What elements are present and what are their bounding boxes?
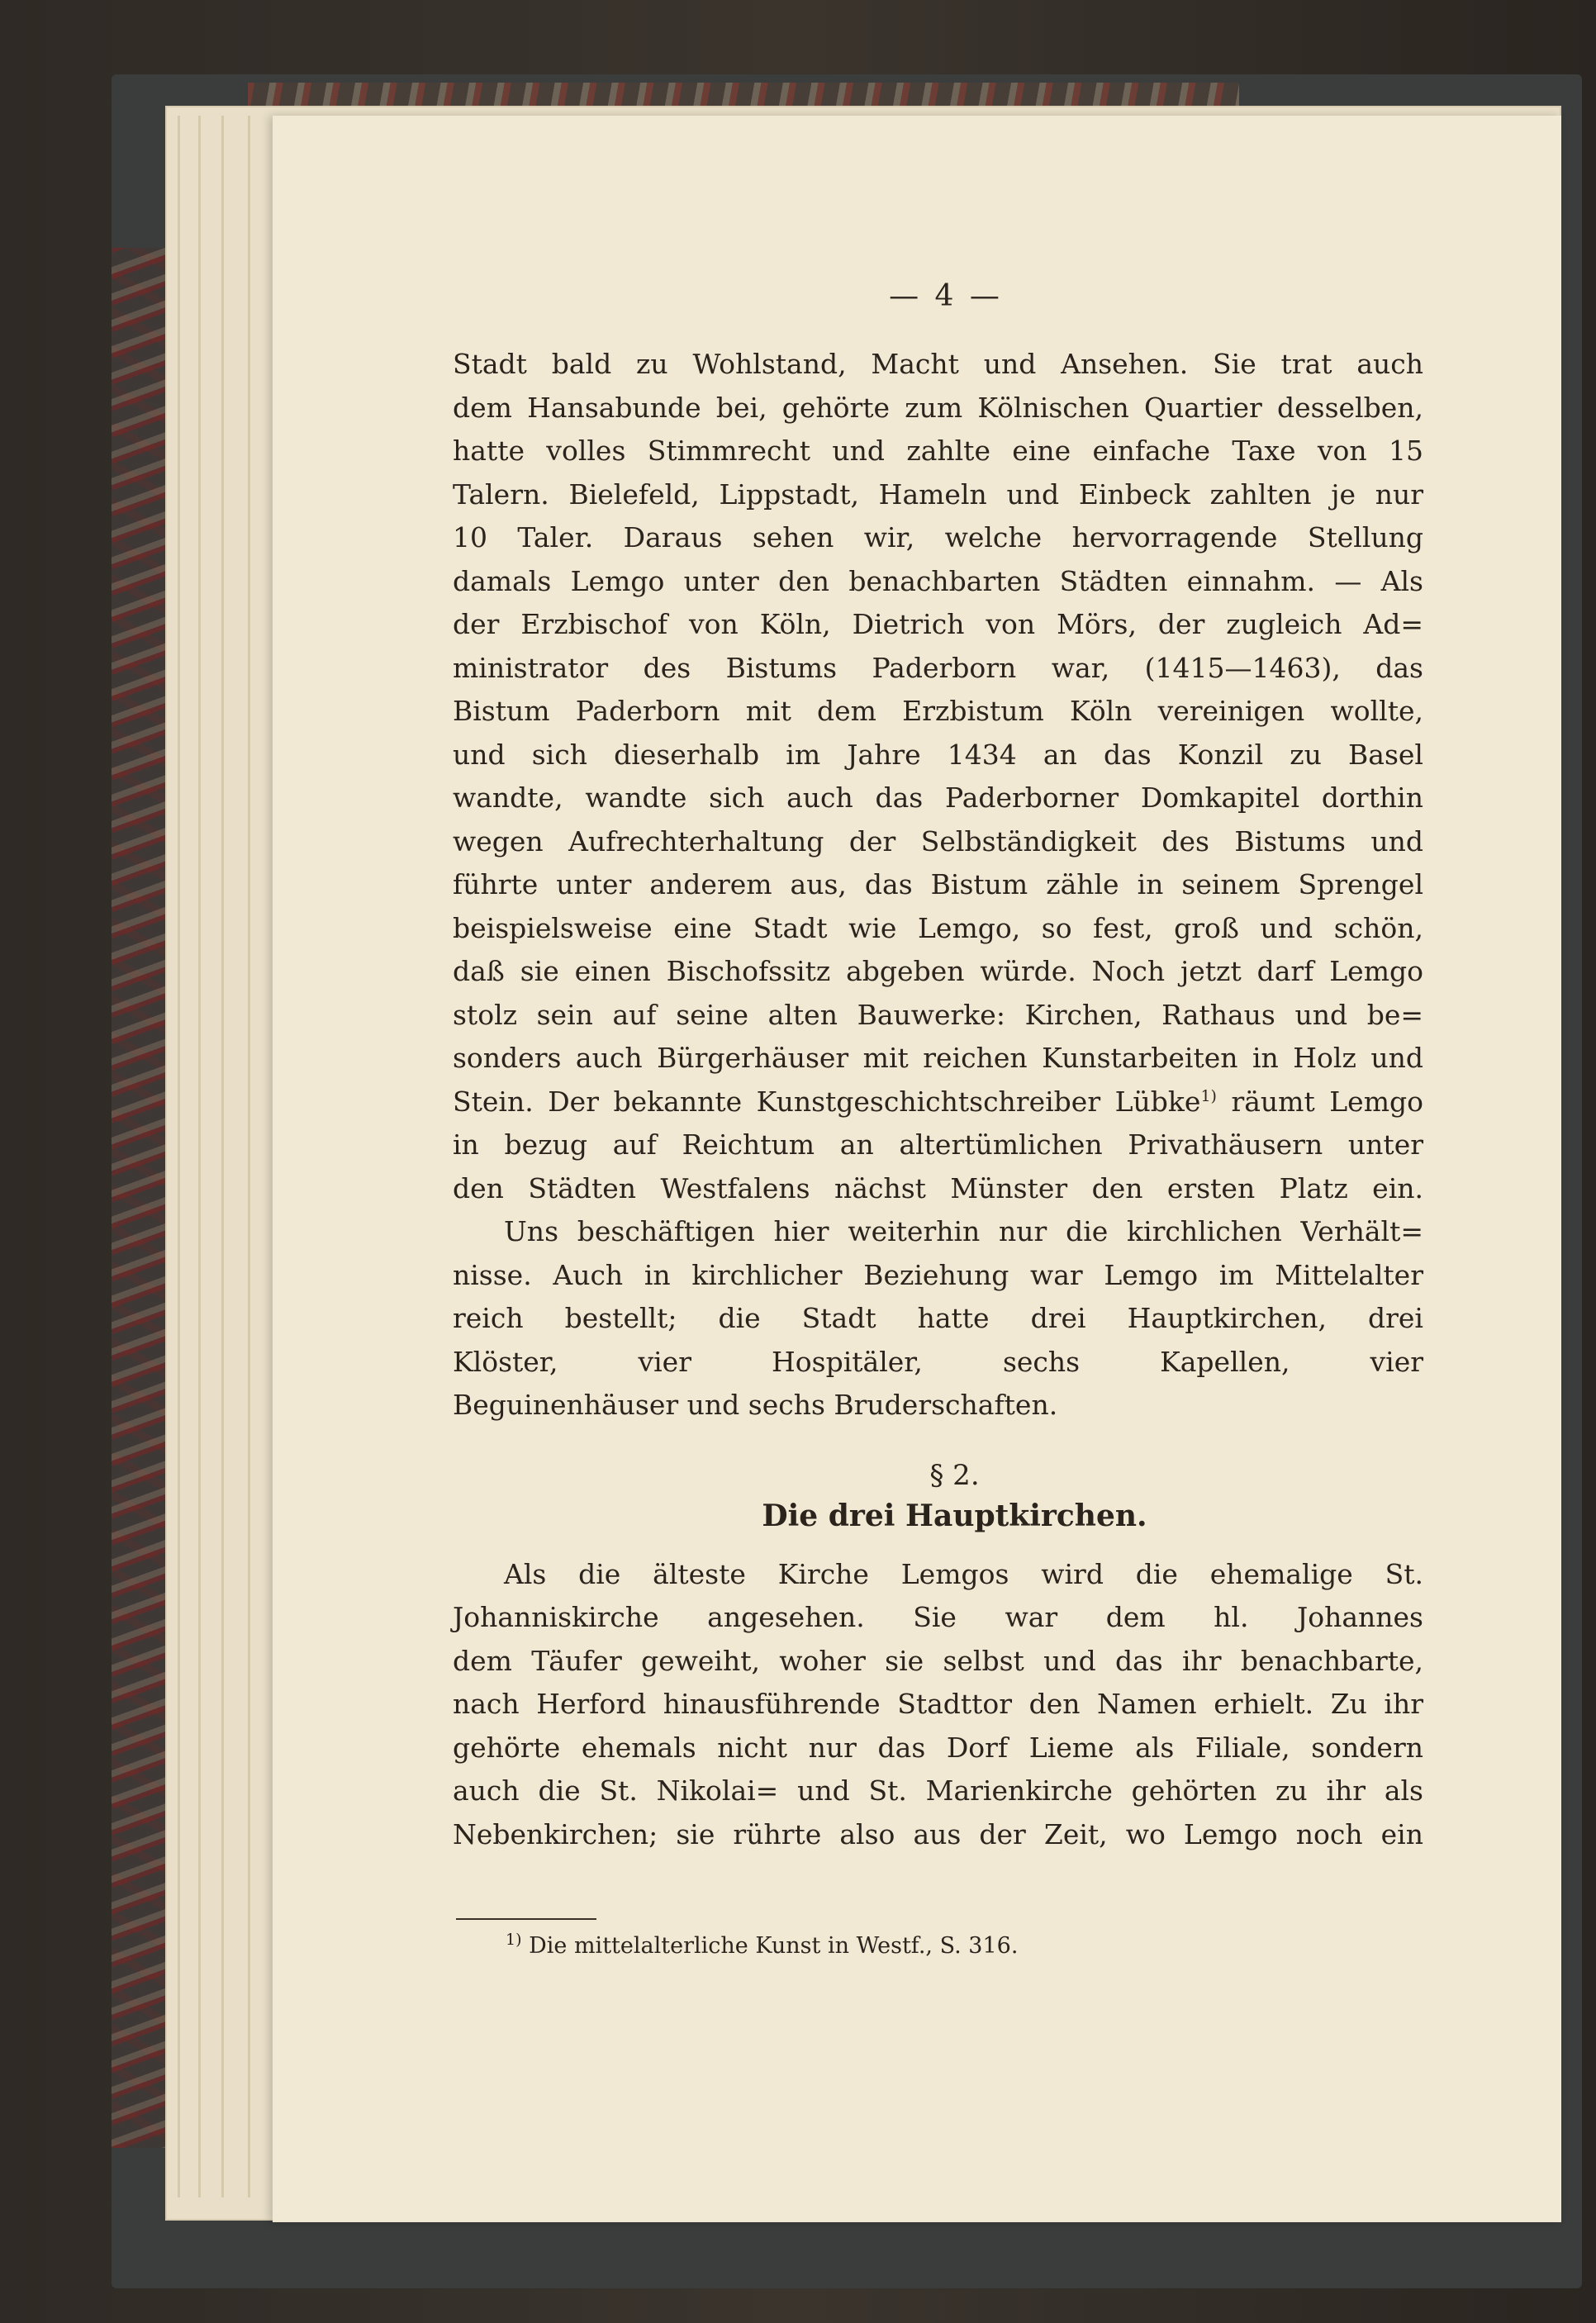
leaf-edge xyxy=(198,116,201,2197)
text-line: nach Herford hinausführende Stadttor den Namen erhielt. Zu ihr xyxy=(453,1688,1423,1720)
text-line: Bistum Paderborn mit dem Erzbistum Köln vereinigen wollte, xyxy=(453,695,1423,727)
body-text xyxy=(453,343,1423,1856)
section-number: § 2. xyxy=(929,1458,980,1492)
text-line: auch die St. Nikolai= und St. Marienkirche gehörten zu ihr als xyxy=(453,1774,1423,1807)
text-line: ministrator des Bistums Paderborn war, (1415—1463), das xyxy=(453,651,1423,684)
footnote-reference: 1) xyxy=(1200,1086,1217,1105)
text-fragment: Stein. Der bekannte Kunstgeschichtschreiber Lübke xyxy=(453,1085,1201,1118)
text-line: hatte volles Stimmrecht und zahlte eine einfache Taxe von 15 xyxy=(453,435,1423,467)
footnote xyxy=(506,1933,1414,1959)
footnote-rule xyxy=(456,1918,596,1920)
page-number: — 4 — xyxy=(889,279,1003,313)
text-line: sonders auch Bürgerhäuser mit reichen Kunstarbeiten in Holz und xyxy=(453,1042,1423,1074)
text-line: Als die älteste Kirche Lemgos wird die ehemalige St. xyxy=(504,1557,1423,1590)
text-line: Johanniskirche angesehen. Sie war dem hl. Johannes xyxy=(453,1601,1423,1633)
text-line: Talern. Bielefeld, Lippstadt, Hameln und Einbeck zahlten je nur xyxy=(453,477,1423,511)
footnote-marker: 1) xyxy=(506,1931,522,1949)
text-line: beispielsweise eine Stadt wie Lemgo, so fest, groß und schön, xyxy=(453,911,1423,944)
text-fragment: räumt Lemgo xyxy=(1231,1085,1423,1118)
footnote-text: Die mittelalterliche Kunst in Westf., S. 316. xyxy=(529,1933,1019,1959)
leaf-edge xyxy=(221,116,224,2197)
text-line: damals Lemgo unter den benachbarten Städten einnahm. — Als xyxy=(453,564,1423,597)
text-line: wandte, wandte sich auch das Paderborner Domkapitel dorthin xyxy=(453,781,1423,814)
text-line: stolz sein auf seine alten Bauwerke: Kirchen, Rathaus und be= xyxy=(453,998,1423,1031)
text-line: der Erzbischof von Köln, Dietrich von Mörs, der zugleich Ad= xyxy=(453,608,1423,640)
text-line: Stadt bald zu Wohlstand, Macht und Ansehen. Sie trat auch xyxy=(453,348,1423,380)
leaf-edge xyxy=(178,116,180,2197)
text-line: Uns beschäftigen hier weiterhin nur die kirchlichen Verhält= xyxy=(504,1215,1423,1247)
paragraph-2 xyxy=(453,1210,1423,1428)
text-line: und sich dieserhalb im Jahre 1434 an das Konzil zu Basel xyxy=(453,738,1423,771)
text-line: dem Hansabunde bei, gehörte zum Kölnischen Quartier desselben, xyxy=(453,391,1423,424)
paragraph-1 xyxy=(453,343,1423,1210)
text-line-with-footnote xyxy=(453,1081,1423,1124)
text-line: 10 Taler. Daraus sehen wir, welche hervorragende Stellung xyxy=(453,521,1423,553)
text-line: Nebenkirchen; sie rührte also aus der Zeit, wo Lemgo noch ein xyxy=(453,1817,1423,1850)
text-line: in bezug auf Reichtum an altertümlichen Privathäusern unter xyxy=(453,1128,1423,1161)
text-line: führte unter anderem aus, das Bistum zähle in seinem Sprengel xyxy=(453,868,1423,900)
text-line: nisse. Auch in kirchlicher Beziehung war Lemgo im Mittelalter xyxy=(453,1258,1423,1291)
paragraph-3 xyxy=(453,1553,1423,1857)
text-line: gehörte ehemals nicht nur das Dorf Lieme als Filiale, sondern xyxy=(453,1731,1423,1764)
text-line: daß sie einen Bischofssitz abgeben würde. Noch jetzt darf Lemgo xyxy=(453,955,1423,987)
text-line: dem Täufer geweiht, woher sie selbst und das ihr benachbarte, xyxy=(453,1644,1423,1677)
text-line: Klöster, vier Hospitäler, sechs Kapellen, vier xyxy=(453,1345,1423,1378)
text-line: reich bestellt; die Stadt hatte drei Hauptkirchen, drei xyxy=(453,1302,1423,1334)
text-line: Beguinenhäuser und sechs Bruderschaften. xyxy=(453,1389,1058,1421)
text-line: den Städten Westfalens nächst Münster den ersten Platz ein. xyxy=(453,1171,1423,1204)
section-title: Die drei Hauptkirchen. xyxy=(762,1498,1147,1533)
leaf-edge xyxy=(248,116,250,2197)
text-line: wegen Aufrechterhaltung der Selbständigkeit des Bistums und xyxy=(453,824,1423,857)
